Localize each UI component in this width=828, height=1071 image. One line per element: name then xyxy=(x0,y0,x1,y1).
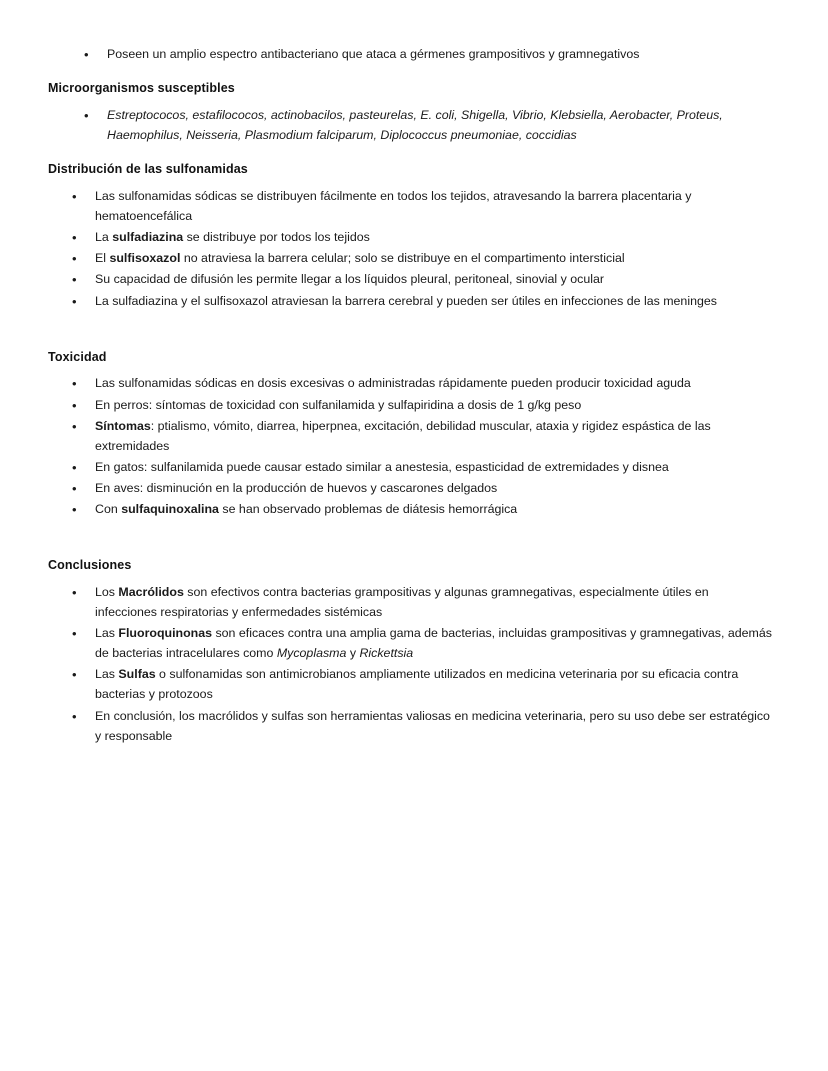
section-heading: Microorganismos susceptibles xyxy=(48,81,235,96)
list-item: • Los Macrólidos son efectivos contra bacterias grampositivas y algunas gramnegativas, especialmente útiles en infecciones respiratorias y enfermedades sistémicas xyxy=(48,582,772,622)
list-item: • Las sulfonamidas sódicas en dosis excesivas o administradas rápidamente pueden producir toxicidad aguda xyxy=(48,373,772,393)
bullet-list xyxy=(48,186,772,311)
section-distribucion-de-las-sulfonamidas xyxy=(48,161,772,310)
list-item: • Su capacidad de difusión les permite llegar a los líquidos pleural, peritoneal, sinovial y ocular xyxy=(48,269,772,289)
document-content xyxy=(48,44,772,747)
section-microorganismos-susceptibles xyxy=(48,80,772,145)
list-item: • En gatos: sulfanilamida puede causar estado similar a anestesia, espasticidad de extremidades y disnea xyxy=(48,457,772,477)
list-item: • El sulfisoxazol no atraviesa la barrera celular; solo se distribuye en el compartimento intersticial xyxy=(48,248,772,268)
section-conclusiones xyxy=(48,557,772,746)
list-item: • Las Sulfas o sulfonamidas son antimicrobianos ampliamente utilizados en medicina veterinaria por su eficacia contra bacterias y protozoos xyxy=(48,664,772,704)
bullet-list xyxy=(48,105,772,145)
section-heading: Toxicidad xyxy=(48,349,107,364)
list-item: • Poseen un amplio espectro antibacteriano que ataca a gérmenes grampositivos y gramnegativos xyxy=(48,44,772,64)
bullet-list xyxy=(48,582,772,746)
list-item: • En conclusión, los macrólidos y sulfas son herramientas valiosas en medicina veterinaria, pero su uso debe ser estratégico y responsable xyxy=(48,706,772,746)
section-heading: Distribución de las sulfonamidas xyxy=(48,162,248,177)
list-item: • La sulfadiazina se distribuye por todos los tejidos xyxy=(48,227,772,247)
list-item: • Las sulfonamidas sódicas se distribuyen fácilmente en todos los tejidos, atravesando la barrera placentaria y hematoencefálica xyxy=(48,186,772,226)
section-toxicidad xyxy=(48,349,772,520)
list-item: • La sulfadiazina y el sulfisoxazol atraviesan la barrera cerebral y pueden ser útiles en infecciones de las meninges xyxy=(48,291,772,311)
list-item: • En aves: disminución en la producción de huevos y cascarones delgados xyxy=(48,478,772,498)
list-item: • Síntomas: ptialismo, vómito, diarrea, hiperpnea, excitación, debilidad muscular, ataxia y rigidez espástica de las extremidades xyxy=(48,416,772,456)
list-item: • Las Fluoroquinonas son eficaces contra una amplia gama de bacterias, incluidas grampositivas y gramnegativas, además de bacterias intracelulares como Mycoplasma y Rickettsia xyxy=(48,623,772,663)
intro-bullet-list xyxy=(48,44,772,64)
bullet-list xyxy=(48,373,772,519)
list-item: • En perros: síntomas de toxicidad con sulfanilamida y sulfapiridina a dosis de 1 g/kg peso xyxy=(48,395,772,415)
list-item: • Estreptococos, estafilococos, actinobacilos, pasteurelas, E. coli, Shigella, Vibrio, Klebsiella, Aerobacter, Proteus, Haemophilus, Neisseria, Plasmodium falciparum, Diplococcus pneumoniae, coccidias xyxy=(48,105,772,145)
list-item: • Con sulfaquinoxalina se han observado problemas de diátesis hemorrágica xyxy=(48,499,772,519)
section-heading: Conclusiones xyxy=(48,558,132,573)
